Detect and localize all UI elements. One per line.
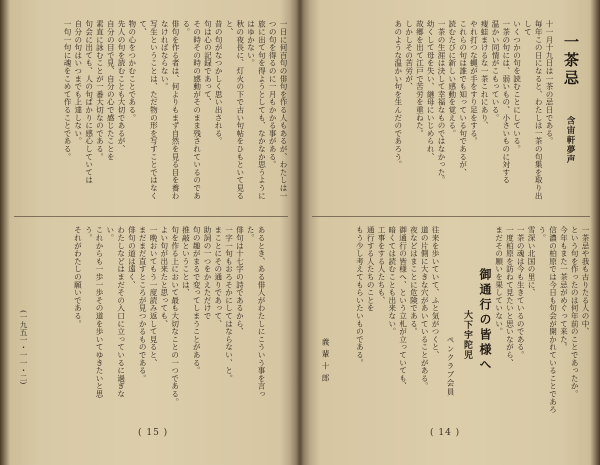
left-lower-text: あるとき、ある俳人がわたしにこういう事を言った。 俳句は十七字の詩であるから、 一字一句もおろそかにしてはならない、と。 まことにその通りであって、 助詞の一つをかえただけで 句の趣がまるで変ってしまうことがある。 推敲ということは、 句を作る上において最も大切なことの一つである。 よい句が出来たと思っても、 一晩おいてもう一度読み返して見ると、 まだまだ直すところが見つかるものである。 俳句の道は遠く、 わたしなどはまだその入口に立っているに過ぎない。 これからも一歩一歩その道を歩いてゆきたいと思う。 それがわたしの願いである。: [73, 226, 266, 406]
left-page: [14, 10, 288, 440]
second-attribution: ペンクラブ会員: [446, 336, 455, 397]
right-upper-text: 十一月十九日は一茶の忌日である。 毎年この日になると、わたしは一茶の句集を取り出して いくつかの句を読むことにしている。 一茶の句には、弱いもの、小さいものに対する 温かい同情がこもっている。 痩蛙まけるな一茶これにあり、 やれ打つな蝿が手をすり足をする。 これらの句は誰でも知っている句であるが、 読むたびに新しい感動を覚える。 一茶の生涯は決して幸福なものではなかった。 幼くして母を失い、継母にいじめられ、 故郷を出て江戸で苦労を重ねた。 しかしその苦労が、 あのような温かい句を生んだのであろう。: [393, 20, 554, 200]
essay-author: 含宙軒夢声: [565, 116, 575, 164]
right-lower-text: 往来を歩いていて、ふと気がつくと、 道の片側に大きな穴があいていることがある。 夜などはまことに危険である。 御通行の皆様へ、という立札が立っていても、 暗くては読むことも出来ない。 工事をする人たちも、 通行する人たちのことを もう少し考えてもらいたいものである。: [355, 226, 440, 390]
right-lower-intro: 一茶忌や我も古りたる人の中、 という句を作ったのは何年前のことであったか。 今年もまた一茶忌がめぐって来た。 信濃の柏原では今日も句会が開かれていることであろう。 雪深い北国の里に、 一茶の魂は今も生きているのである。 一度柏原を訪ねて見たいと思いながら、 まだその願いを果していない。: [494, 226, 590, 414]
second-title: 御通行の皆様へ: [478, 268, 492, 373]
right-page: [312, 10, 590, 440]
book-spine: [290, 0, 310, 465]
left-tier-divider: [14, 216, 288, 217]
left-page-number: ( 15 ): [138, 428, 169, 438]
second-author: 大下宇陀児: [462, 310, 472, 360]
essay-title: 一茶忌: [562, 34, 580, 88]
left-upper-text: 一日に何百句の俳句を作る人もあるが、わたしは一つの句を得るのに一月もかかる事がある。 旅に出て句を得ようとしても、なかなか思うようにはゆかない。 秋の夜長に、灯火の下で古い句帖をひもといて見ると、 昔の句がなつかしく思い出される。 句は心の記録であって、 その時その時の感動がそのまま残されているのである。 俳句を作る者は、何よりもまず自然を見る目を養わなければならない。 写生ということは、ただ物の形を写すことではなくて、 物の心をつかむことである。 先人の句を読むことも大切であるが、 自分の目で見、自分の心で感じたことを 素直に詠むことが一番大切なのである。 句会に出ても、人の句ばかりに感心していては 自分の句はいつまでも上達しない。 一句一句に魂をこめて作ることである。: [63, 20, 288, 200]
right-page-number: ( 14 ): [430, 428, 461, 438]
right-tier-divider: [312, 216, 590, 217]
left-date-note: (一九五一・一一・二): [19, 310, 28, 385]
signature: 義 輩 十 郎: [321, 338, 330, 383]
